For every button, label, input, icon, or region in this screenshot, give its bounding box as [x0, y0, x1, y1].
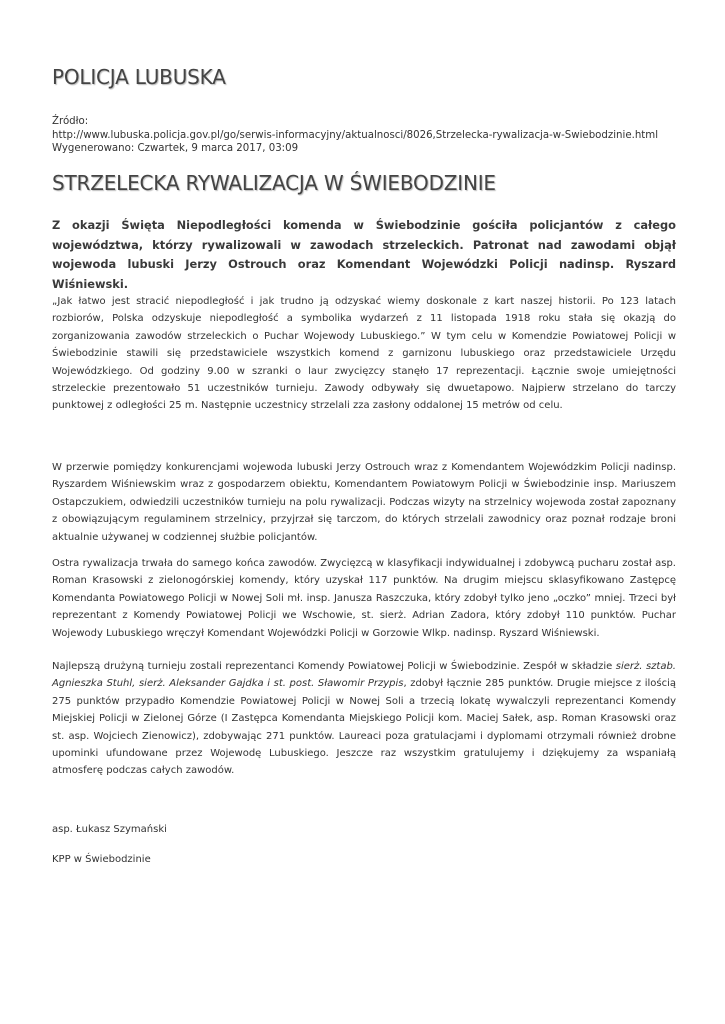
- team-members: sierż. sztab. Agnieszka Stuhl, sierż. Aleksander Gajdka i st. post. Sławomir Przypis: [52, 661, 676, 690]
- article-lead: Z okazji Święta Niepodległości komenda w Świebodzinie gościła policjantów z całego województwa, którzy rywalizowali w zawodach strzeleckich. Patronat nad zawodami objął wojewoda lubuski Jerzy Ostrouch oraz Komendant Wojewódzki Policji nadinsp. Ryszard Wiśniewski.: [52, 218, 676, 291]
- article-paragraph-3: Ostra rywalizacja trwała do samego końca zawodów. Zwycięzcą w klasyfikacji indywidualnej i zdobywcą pucharu został asp. Roman Krasowski z zielonogórskiej komendy, który uzyskał 117 punktów. Na drugim miejscu sklasyfikowano Zastępcę Komendanta Powiatowego Policji w Nowej Soli mł. insp. Janusza Raszczuka, który zdobył tylko jeno „oczko” mniej. Trzeci był reprezentant z Komendy Powiatowej Policji we Wschowie, st. sierż. Adrian Zadora, który zdobył 110 punktów. Puchar Wojewody Lubuskiego wręczył Komendant Wojewódzki Policji w Gorzowie Wlkp. nadinsp. Ryszard Wiśniewski.: [52, 558, 676, 639]
- article-paragraph-1: „Jak łatwo jest stracić niepodległość i jak trudno ją odzyskać wiemy doskonale z kart naszej historii. Po 123 latach rozbiorów, Polska odzyskuje niepodległość a symbolika wydarzeń z 11 listopada 1918 roku stała się okazją do zorganizowania zawodów strzeleckich o Puchar Wojewody Lubuskiego.” W tym celu w Komendzie Powiatowej Policji w Świebodzinie stawili się przedstawiciele wszystkich komend z garnizonu lubuskiego oraz przedstawiciele Urzędu Wojewódzkiego. Od godziny 9.00 w szranki o laur zwycięzcy stanęło 17 reprezentacji. Łącznie swoje umiejętności strzeleckie prezentowało 51 uczestników turnieju. Zawody odbywały się dwuetapowo. Najpierw strzelano do tarczy punktowej z odległości 25 m. Następnie uczestnicy strzelali zza zasłony oddalonej 15 metrów od celu.: [52, 296, 676, 412]
- source-meta: [52, 115, 658, 156]
- paragraph-4-end: , zdobył łącznie 285 punktów. Drugie miejsce z ilością 275 punktów przypadło Komendzie Powiatowej Policji w Nowej Soli a trzecią lokatę wywalczyli reprezentanci Komendy Miejskiej Policji w Zielonej Górze (I Zastępca Komendanta Miejskiego Policji kom. Maciej Sałek, asp. Roman Krasowski oraz st. asp. Wojciech Zienowicz), zdobywając 271 punktów. Laureaci poza gratulacjami i dyplomami otrzymali również drobne upominki ufundowane przez Wojewodę Lubuskiego. Jeszcze raz wszystkim gratulujemy i dziękujemy za wspaniałą atmosferę podczas całych zawodów.: [52, 678, 676, 777]
- article-paragraph-4: [52, 658, 676, 780]
- site-title: POLICJA LUBUSKA: [52, 65, 226, 89]
- article-title: STRZELECKA RYWALIZACJA W ŚWIEBODZINIE: [52, 171, 496, 195]
- paragraph-4-start: Najlepszą drużyną turnieju zostali reprezentanci Komendy Powiatowej Policji w Świebodzinie. Zespół w składzie: [52, 661, 616, 672]
- source-label: Źródło:: [52, 116, 89, 127]
- article-paragraph-2: W przerwie pomiędzy konkurencjami wojewoda lubuski Jerzy Ostrouch wraz z Komendantem Wojewódzkim Policji nadinsp. Ryszardem Wiśniewskim wraz z gospodarzem obiektu, Komendantem Powiatowym Policji w Świebodzinie insp. Mariuszem Ostapczukiem, odwiedzili uczestników turnieju na polu rywalizacji. Podczas wizyty na strzelnicy wojewoda został zapoznany z obowiązującym regulaminem strzelnicy, przyjrzał się tarczom, do których strzelali zawodnicy oraz poznał rodzaje broni aktualnie używanej w codziennej służbie policjantów.: [52, 462, 676, 543]
- source-url: http://www.lubuska.policja.gov.pl/go/serwis-informacyjny/aktualnosci/8026,Strzelecka-rywalizacja-w-Swiebodzinie.html: [52, 129, 659, 141]
- signature-author: asp. Łukasz Szymański: [52, 824, 167, 835]
- signature-unit: KPP w Świebodzinie: [52, 854, 151, 865]
- generated-date: Wygenerowano: Czwartek, 9 marca 2017, 03:09: [52, 143, 299, 154]
